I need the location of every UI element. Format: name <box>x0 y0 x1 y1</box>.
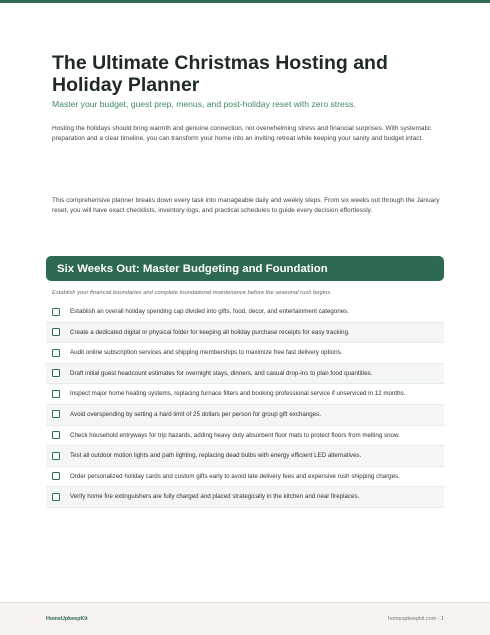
page-title: The Ultimate Christmas Hosting and Holiday Planner <box>52 52 388 96</box>
checkbox-empty-icon[interactable] <box>52 390 60 398</box>
task-item[interactable] <box>46 323 444 344</box>
intro-paragraph-2: This comprehensive planner breaks down every task into manageable daily and weekly steps. From six weeks out through the January reset, you will have exact checklists, inventory logs, and practical schedules to guide every decision effortlessly. <box>52 197 440 215</box>
intro-paragraph-1: Hosting the holidays should bring warmth and genuine connection, not overwhelming stress and financial surprises. With systematic preparation and a clear timeline, you can transform your home into an inviting retreat while keeping your sanity and budget intact. <box>52 125 431 143</box>
checkbox-empty-icon[interactable] <box>52 328 60 336</box>
task-text: Check household entryways for trip hazards, adding heavy duty absorbent floor mats to protect floors from melting snow. <box>70 431 400 439</box>
top-accent-rule <box>0 0 490 3</box>
task-text: Establish an overall holiday spending cap divided into gifts, food, decor, and entertainment categories. <box>70 308 349 315</box>
page-subtitle: Master your budget, guest prep, menus, and post-holiday reset with zero stress. <box>52 99 356 109</box>
checkbox-empty-icon[interactable] <box>52 431 60 439</box>
section-header <box>46 256 444 281</box>
task-text: Verify home fire extinguishers are fully charged and placed strategically in the kitchen and near fireplaces. <box>70 493 360 501</box>
task-checklist <box>46 302 444 508</box>
checkbox-empty-icon[interactable] <box>52 472 60 480</box>
task-item[interactable] <box>46 467 444 488</box>
task-item[interactable] <box>46 446 444 467</box>
footer-brand: HomeUpkeepKit <box>46 616 88 622</box>
task-text: Audit online subscription services and shipping memberships to maximize free fast delivery options. <box>70 349 343 357</box>
task-text: Avoid overspending by setting a hard limit of 25 dollars per person for group gift exchanges. <box>70 410 321 418</box>
task-text: Order personalized holiday cards and custom gifts early to avoid late delivery fees and expensive rush shipping charges. <box>70 472 400 480</box>
task-item[interactable] <box>46 384 444 405</box>
task-text: Test all outdoor motion lights and path lighting, replacing dead bulbs with energy efficient LED alternatives. <box>70 452 362 460</box>
section-title: Six Weeks Out: Master Budgeting and Foundation <box>57 262 328 275</box>
task-item[interactable] <box>46 343 444 364</box>
checkbox-empty-icon[interactable] <box>52 349 60 357</box>
checkbox-empty-icon[interactable] <box>52 369 60 377</box>
task-item[interactable] <box>46 426 444 447</box>
task-text: Create a dedicated digital or physical folder for keeping all holiday purchase receipts for easy tracking. <box>70 328 350 336</box>
checkbox-empty-icon[interactable] <box>52 452 60 460</box>
task-item[interactable] <box>46 302 444 323</box>
task-item[interactable] <box>46 364 444 385</box>
task-text: Inspect major home heating systems, replacing furnace filters and booking professional service if unserviced in 12 months. <box>70 390 406 398</box>
checkbox-empty-icon[interactable] <box>52 410 60 418</box>
task-item[interactable] <box>46 487 444 508</box>
section-subtitle: Establish your financial boundaries and complete foundational maintenance before the seasonal rush begins. <box>52 290 332 296</box>
checkbox-empty-icon[interactable] <box>52 493 60 501</box>
checkbox-empty-icon[interactable] <box>52 308 60 316</box>
task-item[interactable] <box>46 405 444 426</box>
page-footer <box>0 602 490 635</box>
footer-site-page: homeupkeepkit.com · 1 <box>387 616 444 622</box>
task-text: Draft initial guest headcount estimates for overnight stays, dinners, and casual drop-ins to plan food quantities. <box>70 369 373 377</box>
